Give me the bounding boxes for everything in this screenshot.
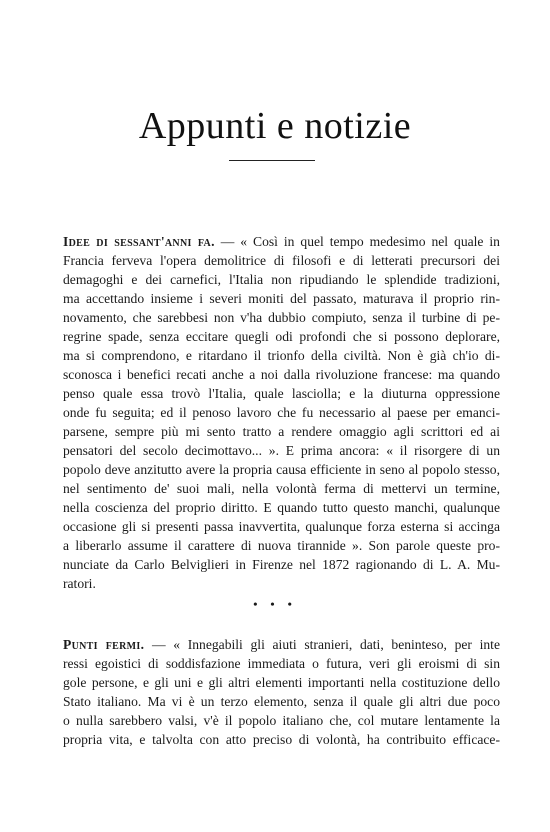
text-line: ratori. [63,576,96,591]
text-line: propria vita, e talvolta con atto preciso di volontà, ha contribuito efficace- [63,732,500,747]
paragraph-idee [63,232,500,593]
text-line: novamento, che sarebbesi non v'ha dubbio compiuto, senza il turbine di pe- [63,310,500,325]
section-lead: Idee di sessant'anni fa. [63,234,215,249]
text-line: pensatori del secolo decimottavo... ». E prima ancora: « il risorgere di un [63,443,500,458]
text-line: sconosca i benefici recati anche a noi dalla rivoluzione francese: ma quando [63,367,500,382]
text-line [63,232,500,251]
text-line: occasione gli si presenti passa inavvertita, qualunque forza esterna si accinga [63,519,500,534]
text-line [63,635,500,654]
paragraph-punti-fermi [63,635,500,749]
text-line: nella coscienza del proprio diritto. E quando tutto questo manchi, qualunque [63,500,500,515]
text-line: popolo deve anzitutto avere la propria causa efficiente in seno al popolo stesso, [63,462,500,477]
text-line: Stato italiano. Ma vi è un terzo elemento, senza il quale gli altri due poco [63,694,500,709]
text-line: regrine spade, senza eccitare quegli odi profondi che si possono deplorare, [63,329,500,344]
text-line: gole persone, e gli uni e gli altri elementi importanti nella costituzione dello [63,675,500,690]
text-line: ressi egoistici di soddisfazione immediata o futura, veri gli eroismi di sin [63,656,500,671]
section-lead: Punti fermi. [63,637,145,652]
text-line: demagoghi e dei carnefici, l'Italia non ripudiando le splendide tradizioni, [63,272,500,287]
text-line: o nulla sarebbero valsi, v'è il popolo italiano che, col mutare lentamente la [63,713,500,728]
page-title: Appunti e notizie [138,105,412,147]
text-line: a liberarlo assume il carattere di nuova tirannide ». Son parole queste pro- [63,538,500,553]
text-line-content: — « Innegabili gli aiuti stranieri, dati, beninteso, per inte [144,637,500,652]
text-line: ma accettando insieme i severi moniti del passato, maturava il proprio rin- [63,291,500,306]
text-line: Francia ferveva l'opera demolitrice di filosofi e di letterati precursori dei [63,253,500,268]
text-line: ma si comprendono, e ritardano il trionfo della civiltà. Non è già ch'io di- [63,348,500,363]
title-underline [229,160,315,161]
text-line: nel sentimento de' suoi mali, nella volontà ferma di mettervi un termine, [63,481,500,496]
section-separator: • • • [253,597,297,611]
text-line: parsene, sempre più mi sento tratto a rendere omaggio agli scrittori ed ai [63,424,500,439]
text-line: onde fu seguita; ed il penoso lavoro che fu necessario al paese per emanci- [63,405,500,420]
text-line-content: — « Così in quel tempo medesimo nel quale in [214,234,500,249]
text-line: penso quale essa trovò l'Italia, quale lasciolla; e la diuturna oppressione [63,386,500,401]
text-line: nunciate da Carlo Belviglieri in Firenze nel 1872 ragionando di L. A. Mu- [63,557,500,572]
